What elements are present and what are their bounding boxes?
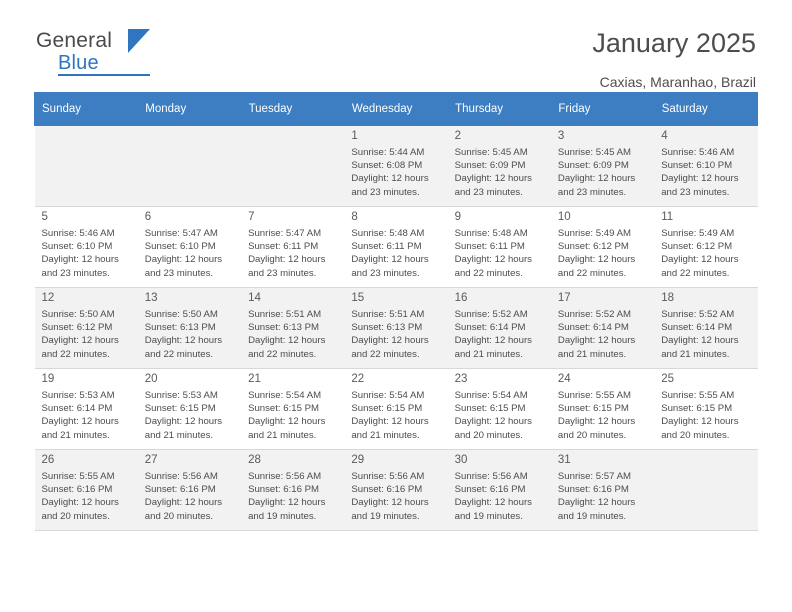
sun-info-line: and 21 minutes. — [248, 429, 317, 441]
calendar-day-cell[interactable] — [138, 450, 241, 531]
calendar-day-cell[interactable] — [241, 369, 344, 450]
sun-info-line: Daylight: 12 hours — [41, 254, 119, 266]
sun-info-line: Sunset: 6:12 PM — [557, 241, 629, 253]
sun-info-line: and 23 minutes. — [661, 186, 730, 198]
day-number: 28 — [248, 454, 261, 466]
sun-info-line: Sunset: 6:10 PM — [661, 160, 733, 172]
sun-info-line: Sunrise: 5:54 AM — [454, 390, 528, 401]
sun-info-line: and 22 minutes. — [557, 267, 627, 279]
day-cell-content — [551, 288, 654, 368]
day-number: 5 — [41, 211, 48, 223]
weekday-header-wednesday: Wednesday — [344, 93, 447, 126]
location-subtitle: Caxias, Maranhao, Brazil — [599, 74, 756, 90]
day-number: 18 — [661, 292, 674, 304]
day-number: 2 — [454, 130, 462, 142]
day-cell-content — [138, 450, 241, 530]
day-number: 9 — [454, 211, 462, 223]
day-sun-info — [558, 146, 648, 199]
day-number: 22 — [351, 373, 365, 385]
sun-info-line: Daylight: 12 hours — [661, 335, 739, 347]
day-sun-info — [455, 227, 545, 280]
sun-info-line: Sunset: 6:16 PM — [351, 484, 423, 496]
logo-text-blue: Blue — [58, 52, 99, 74]
calendar-week-row — [35, 288, 758, 369]
sun-info-line: Daylight: 12 hours — [557, 416, 636, 428]
calendar-day-cell[interactable] — [448, 369, 551, 450]
sun-info-line: Sunrise: 5:48 AM — [454, 228, 528, 239]
sun-info-line: and 19 minutes. — [351, 510, 420, 522]
weekday-header-saturday: Saturday — [654, 93, 757, 126]
sun-info-line: Sunset: 6:12 PM — [661, 241, 733, 253]
day-number: 10 — [557, 211, 571, 223]
day-number: 31 — [557, 454, 571, 466]
weekday-header-sunday: Sunday — [35, 93, 138, 126]
day-number: 6 — [144, 211, 152, 223]
calendar-day-cell[interactable] — [241, 450, 344, 531]
calendar-day-cell[interactable] — [551, 126, 654, 207]
sun-info-line: Daylight: 12 hours — [661, 254, 739, 266]
day-cell-content — [344, 369, 447, 449]
sun-info-line: Daylight: 12 hours — [661, 173, 739, 185]
sun-info-line: Sunset: 6:15 PM — [557, 403, 629, 415]
flag-icon — [128, 29, 150, 53]
day-sun-info — [42, 227, 132, 280]
day-cell-content — [448, 288, 551, 368]
sun-info-line: Sunrise: 5:47 AM — [144, 228, 218, 239]
day-cell-content — [35, 207, 138, 287]
day-number: 3 — [557, 130, 565, 142]
sunrise-sunset-calendar — [34, 92, 758, 531]
sun-info-line: Sunset: 6:14 PM — [661, 322, 733, 334]
sun-info-line: Sunrise: 5:45 AM — [557, 147, 631, 158]
day-cell-content — [551, 369, 654, 449]
day-sun-info — [145, 389, 235, 442]
day-sun-info — [145, 227, 235, 280]
calendar-week-row — [35, 369, 758, 450]
sun-info-line: Sunset: 6:15 PM — [248, 403, 319, 415]
sun-info-line: Daylight: 12 hours — [351, 416, 429, 428]
sun-info-line: Daylight: 12 hours — [557, 254, 636, 266]
day-cell-content — [138, 288, 241, 368]
calendar-day-cell[interactable] — [448, 207, 551, 288]
sun-info-line: Sunrise: 5:50 AM — [41, 309, 115, 320]
day-sun-info — [145, 308, 235, 361]
day-number: 7 — [248, 211, 255, 223]
sun-info-line: and 21 minutes. — [557, 348, 627, 360]
day-sun-info — [661, 389, 751, 442]
calendar-day-cell[interactable] — [551, 369, 654, 450]
sun-info-line: Daylight: 12 hours — [351, 335, 429, 347]
day-sun-info — [42, 470, 132, 523]
weekday-header-monday: Monday — [138, 93, 241, 126]
sun-info-line: Daylight: 12 hours — [144, 254, 223, 266]
sun-info-line: Sunset: 6:09 PM — [454, 160, 526, 172]
day-cell-content — [654, 369, 757, 449]
day-cell-content — [35, 126, 138, 206]
calendar-empty-cell — [241, 126, 344, 207]
day-cell-content — [448, 369, 551, 449]
sun-info-line: Sunset: 6:14 PM — [454, 322, 526, 334]
sun-info-line: Daylight: 12 hours — [41, 497, 119, 509]
sun-info-line: Sunrise: 5:50 AM — [144, 309, 218, 320]
day-sun-info — [42, 308, 132, 361]
day-cell-content — [344, 288, 447, 368]
sun-info-line: and 22 minutes. — [661, 267, 730, 279]
day-number: 15 — [351, 292, 365, 304]
sun-info-line: Daylight: 12 hours — [41, 416, 119, 428]
day-number: 23 — [454, 373, 468, 385]
sun-info-line: Sunset: 6:16 PM — [557, 484, 629, 496]
weekday-header-friday: Friday — [551, 93, 654, 126]
day-sun-info — [351, 389, 441, 442]
calendar-day-cell[interactable] — [344, 207, 447, 288]
day-cell-content — [344, 126, 447, 206]
calendar-body — [35, 126, 758, 531]
sun-info-line: Sunset: 6:10 PM — [144, 241, 216, 253]
sun-info-line: and 21 minutes. — [661, 348, 730, 360]
calendar-day-cell[interactable] — [241, 207, 344, 288]
calendar-day-cell[interactable] — [448, 450, 551, 531]
calendar-day-cell[interactable] — [448, 288, 551, 369]
sun-info-line: Daylight: 12 hours — [454, 173, 532, 185]
sun-info-line: Sunset: 6:10 PM — [41, 241, 113, 253]
sun-info-line: and 19 minutes. — [557, 510, 627, 522]
sun-info-line: and 22 minutes. — [248, 348, 317, 360]
sun-info-line: Sunset: 6:12 PM — [41, 322, 113, 334]
sun-info-line: and 23 minutes. — [248, 267, 317, 279]
sun-info-line: Sunset: 6:13 PM — [248, 322, 319, 334]
sun-info-line: Sunset: 6:15 PM — [454, 403, 526, 415]
sun-info-line: Sunset: 6:16 PM — [144, 484, 216, 496]
sun-info-line: Sunset: 6:15 PM — [661, 403, 733, 415]
sun-info-line: Sunset: 6:13 PM — [351, 322, 423, 334]
calendar-week-row — [35, 126, 758, 207]
day-cell-content — [35, 450, 138, 530]
sun-info-line: Daylight: 12 hours — [454, 416, 532, 428]
sun-info-line: Daylight: 12 hours — [557, 173, 636, 185]
sun-info-line: and 23 minutes. — [454, 186, 523, 198]
day-number: 26 — [41, 454, 55, 466]
sun-info-line: Daylight: 12 hours — [454, 335, 532, 347]
day-sun-info — [661, 146, 751, 199]
sun-info-line: and 20 minutes. — [557, 429, 627, 441]
sun-info-line: Sunrise: 5:56 AM — [144, 471, 218, 482]
day-cell-content — [551, 126, 654, 206]
weekday-header-row — [35, 93, 758, 126]
day-cell-content — [551, 450, 654, 530]
sun-info-line: Sunrise: 5:54 AM — [248, 390, 322, 401]
sun-info-line: and 22 minutes. — [454, 267, 523, 279]
day-sun-info — [248, 389, 338, 442]
sun-info-line: Sunset: 6:13 PM — [144, 322, 216, 334]
sun-info-line: Sunrise: 5:52 AM — [454, 309, 528, 320]
sun-info-line: and 21 minutes. — [41, 429, 110, 441]
sun-info-line: Sunrise: 5:46 AM — [41, 228, 115, 239]
sun-info-line: and 21 minutes. — [351, 429, 420, 441]
sun-info-line: Sunset: 6:14 PM — [41, 403, 113, 415]
day-cell-content — [35, 288, 138, 368]
calendar-day-cell[interactable] — [654, 207, 757, 288]
sun-info-line: Sunset: 6:09 PM — [557, 160, 629, 172]
calendar-day-cell[interactable] — [448, 126, 551, 207]
calendar-day-cell[interactable] — [138, 288, 241, 369]
day-number: 24 — [557, 373, 571, 385]
sun-info-line: and 22 minutes. — [351, 348, 420, 360]
calendar-day-cell[interactable] — [551, 450, 654, 531]
day-cell-content — [344, 207, 447, 287]
calendar-day-cell[interactable] — [138, 207, 241, 288]
sun-info-line: Sunset: 6:14 PM — [557, 322, 629, 334]
logo-underline — [58, 74, 150, 76]
day-number: 30 — [454, 454, 468, 466]
sun-info-line: Sunrise: 5:54 AM — [351, 390, 425, 401]
day-cell-content — [654, 207, 757, 287]
day-number: 17 — [557, 292, 571, 304]
sun-info-line: Sunrise: 5:52 AM — [557, 309, 631, 320]
day-sun-info — [248, 308, 338, 361]
day-number: 19 — [41, 373, 55, 385]
sun-info-line: and 20 minutes. — [454, 429, 523, 441]
calendar-day-cell[interactable] — [35, 207, 138, 288]
day-cell-content — [241, 288, 344, 368]
calendar-empty-cell — [35, 126, 138, 207]
sun-info-line: Daylight: 12 hours — [351, 254, 429, 266]
calendar-day-cell[interactable] — [654, 369, 757, 450]
sun-info-line: Daylight: 12 hours — [144, 335, 223, 347]
sun-info-line: Sunrise: 5:57 AM — [557, 471, 631, 482]
day-cell-content — [551, 207, 654, 287]
sun-info-line: and 23 minutes. — [557, 186, 627, 198]
sun-info-line: Sunrise: 5:52 AM — [661, 309, 735, 320]
page-title: January 2025 — [592, 28, 756, 58]
calendar-week-row — [35, 207, 758, 288]
sun-info-line: Daylight: 12 hours — [248, 254, 326, 266]
sun-info-line: Daylight: 12 hours — [661, 416, 739, 428]
sun-info-line: Sunrise: 5:56 AM — [351, 471, 425, 482]
day-sun-info — [351, 308, 441, 361]
day-cell-content — [448, 450, 551, 530]
sun-info-line: Sunrise: 5:55 AM — [41, 471, 115, 482]
sun-info-line: Sunrise: 5:55 AM — [661, 390, 735, 401]
sun-info-line: Sunrise: 5:56 AM — [248, 471, 322, 482]
sun-info-line: Daylight: 12 hours — [248, 335, 326, 347]
sun-info-line: Sunset: 6:11 PM — [351, 241, 422, 253]
sun-info-line: Sunrise: 5:53 AM — [41, 390, 115, 401]
day-number: 11 — [661, 211, 674, 223]
sun-info-line: Sunrise: 5:45 AM — [454, 147, 528, 158]
day-number: 14 — [248, 292, 261, 304]
sun-info-line: Sunrise: 5:48 AM — [351, 228, 425, 239]
day-sun-info — [455, 389, 545, 442]
calendar-day-cell[interactable] — [344, 369, 447, 450]
sun-info-line: and 22 minutes. — [144, 348, 214, 360]
calendar-day-cell[interactable] — [241, 288, 344, 369]
logo-text-general: General — [36, 29, 113, 52]
sun-info-line: Daylight: 12 hours — [351, 173, 429, 185]
day-number: 21 — [248, 373, 261, 385]
day-sun-info — [455, 308, 545, 361]
sun-info-line: and 21 minutes. — [144, 429, 214, 441]
day-sun-info — [558, 470, 648, 523]
calendar-day-cell[interactable] — [344, 126, 447, 207]
day-number: 4 — [661, 130, 668, 142]
sun-info-line: Daylight: 12 hours — [557, 497, 636, 509]
calendar-day-cell[interactable] — [35, 450, 138, 531]
day-number: 13 — [144, 292, 158, 304]
sun-info-line: and 19 minutes. — [248, 510, 317, 522]
sun-info-line: and 22 minutes. — [41, 348, 110, 360]
day-cell-content — [241, 369, 344, 449]
sun-info-line: Daylight: 12 hours — [248, 497, 326, 509]
general-blue-logo — [36, 30, 216, 82]
sun-info-line: Daylight: 12 hours — [248, 416, 326, 428]
day-sun-info — [558, 389, 648, 442]
page-header — [34, 0, 758, 92]
day-cell-content — [344, 450, 447, 530]
sun-info-line: Daylight: 12 hours — [41, 335, 119, 347]
calendar-day-cell[interactable] — [35, 369, 138, 450]
sun-info-line: Sunrise: 5:49 AM — [661, 228, 735, 239]
day-cell-content — [138, 369, 241, 449]
calendar-day-cell[interactable] — [344, 450, 447, 531]
sun-info-line: and 23 minutes. — [41, 267, 110, 279]
sun-info-line: and 23 minutes. — [351, 186, 420, 198]
day-cell-content — [138, 126, 241, 206]
sun-info-line: Daylight: 12 hours — [557, 335, 636, 347]
calendar-day-cell[interactable] — [344, 288, 447, 369]
day-sun-info — [351, 146, 441, 199]
calendar-day-cell[interactable] — [138, 369, 241, 450]
sun-info-line: Sunrise: 5:49 AM — [557, 228, 631, 239]
sun-info-line: Sunrise: 5:47 AM — [248, 228, 322, 239]
day-sun-info — [661, 227, 751, 280]
sun-info-line: and 23 minutes. — [351, 267, 420, 279]
day-number: 1 — [351, 130, 358, 142]
day-sun-info — [455, 146, 545, 199]
sun-info-line: Daylight: 12 hours — [454, 254, 532, 266]
calendar-day-cell[interactable] — [551, 207, 654, 288]
day-number: 25 — [661, 373, 674, 385]
day-number: 20 — [144, 373, 158, 385]
calendar-week-row — [35, 450, 758, 531]
sun-info-line: Sunrise: 5:53 AM — [144, 390, 218, 401]
day-sun-info — [42, 389, 132, 442]
day-cell-content — [654, 288, 757, 368]
calendar-day-cell[interactable] — [654, 288, 757, 369]
day-cell-content — [448, 126, 551, 206]
sun-info-line: and 23 minutes. — [144, 267, 214, 279]
calendar-day-cell[interactable] — [654, 126, 757, 207]
day-sun-info — [248, 470, 338, 523]
sun-info-line: Sunrise: 5:46 AM — [661, 147, 735, 158]
sun-info-line: Sunset: 6:15 PM — [144, 403, 216, 415]
sun-info-line: Sunrise: 5:44 AM — [351, 147, 425, 158]
sun-info-line: Sunset: 6:15 PM — [351, 403, 423, 415]
day-cell-content — [448, 207, 551, 287]
day-sun-info — [558, 227, 648, 280]
day-sun-info — [661, 308, 751, 361]
weekday-header-tuesday: Tuesday — [241, 93, 344, 126]
day-number: 8 — [351, 211, 358, 223]
day-cell-content — [654, 126, 757, 206]
day-number: 27 — [144, 454, 158, 466]
day-number: 29 — [351, 454, 365, 466]
sun-info-line: Sunrise: 5:55 AM — [557, 390, 631, 401]
sun-info-line: Sunrise: 5:56 AM — [454, 471, 528, 482]
sun-info-line: Daylight: 12 hours — [144, 416, 223, 428]
sun-info-line: and 20 minutes. — [661, 429, 730, 441]
day-cell-content — [35, 369, 138, 449]
sun-info-line: and 19 minutes. — [454, 510, 523, 522]
sun-info-line: and 20 minutes. — [41, 510, 110, 522]
sun-info-line: Daylight: 12 hours — [454, 497, 532, 509]
day-sun-info — [558, 308, 648, 361]
sun-info-line: and 21 minutes. — [454, 348, 523, 360]
sun-info-line: Sunset: 6:11 PM — [454, 241, 525, 253]
sun-info-line: Sunset: 6:16 PM — [248, 484, 319, 496]
sun-info-line: Sunrise: 5:51 AM — [248, 309, 322, 320]
calendar-day-cell[interactable] — [35, 288, 138, 369]
calendar-empty-cell — [654, 450, 757, 531]
calendar-day-cell[interactable] — [551, 288, 654, 369]
day-cell-content — [241, 450, 344, 530]
sun-info-line: Daylight: 12 hours — [351, 497, 429, 509]
day-sun-info — [145, 470, 235, 523]
day-sun-info — [248, 227, 338, 280]
day-sun-info — [351, 470, 441, 523]
day-cell-content — [241, 126, 344, 206]
sun-info-line: Daylight: 12 hours — [144, 497, 223, 509]
day-sun-info — [455, 470, 545, 523]
day-sun-info — [351, 227, 441, 280]
day-number: 12 — [41, 292, 55, 304]
day-cell-content — [241, 207, 344, 287]
sun-info-line: Sunset: 6:08 PM — [351, 160, 423, 172]
sun-info-line: Sunset: 6:16 PM — [454, 484, 526, 496]
day-cell-content — [138, 207, 241, 287]
sun-info-line: and 20 minutes. — [144, 510, 214, 522]
calendar-empty-cell — [138, 126, 241, 207]
day-number: 16 — [454, 292, 468, 304]
sun-info-line: Sunrise: 5:51 AM — [351, 309, 425, 320]
day-cell-content — [654, 450, 757, 530]
sun-info-line: Sunset: 6:16 PM — [41, 484, 113, 496]
sun-info-line: Sunset: 6:11 PM — [248, 241, 319, 253]
weekday-header-thursday: Thursday — [448, 93, 551, 126]
